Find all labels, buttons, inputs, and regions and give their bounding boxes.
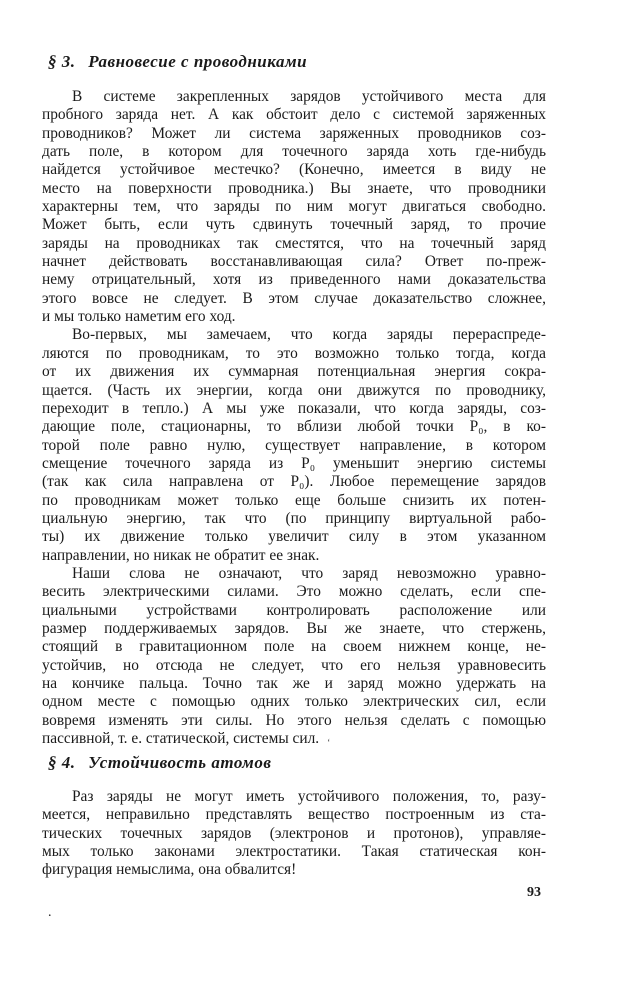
text-line: Раз заряды не могут иметь устойчивого положения, то, разу- [72, 788, 546, 805]
text-line: переходит в тепло.) А мы уже показали, что когда заряды, соз- [42, 399, 546, 417]
text-line: стоящий в гравитационном поле на своем нижнем конце, не- [42, 638, 546, 656]
text-line: пассивной, т. е. статической, системы сил. [42, 730, 320, 748]
text-line: (так как сила направлена от P₀). Любое перемещение зарядов [42, 473, 546, 491]
text-line: дать поле, в котором для точечного заряда хоть где-нибудь [42, 143, 546, 161]
section-3-title: Равновесие с проводниками [88, 52, 308, 71]
text-line: место на поверхности проводника.) Вы знаете, что проводники [42, 179, 546, 197]
text-line: циальными устройствами контролировать расположение или [42, 601, 546, 619]
text-line: по проводникам может только еще больше снизить их потен- [42, 491, 546, 509]
text-line: проводников? Может ли система заряженных проводников соз- [42, 124, 546, 142]
page-number: 93 [527, 885, 541, 900]
text-line: пробного заряда нет. А как обстоит дело с системой заряженных [42, 106, 546, 124]
text-line: от их движения их суммарная потенциальная энергия сокра- [42, 363, 546, 381]
text-line: дающие поле, стационарны, то вблизи любой точки P₀, в ко- [42, 418, 546, 436]
text-line: щается. (Часть их энергии, когда они движутся по проводнику, [42, 381, 546, 399]
text-line: этого вовсе не следует. В этом случае доказательство сложнее, [42, 289, 546, 307]
text-line: на кончике пальца. Точно так же и заряд можно удержать на [42, 675, 546, 692]
print-mark: ‘ [327, 738, 331, 749]
text-line: характерны тем, что заряды по ним могут двигаться свободно. [42, 198, 546, 216]
section-4-number: § 4. [48, 753, 76, 772]
print-dot: . [48, 905, 52, 920]
text-line: ты) их движение только увеличит силу в этом указанном [42, 528, 546, 546]
text-line: тических точечных зарядов (электронов и протонов), управляе- [42, 824, 546, 842]
text-line: циальную энергию, так что (по принципу виртуальной рабо- [42, 509, 546, 527]
text-line: направлении, но никак не обратит ее знак. [42, 546, 320, 564]
text-line: заряды на проводниках так сместятся, что на точечный заряд [42, 234, 546, 252]
text-line: одном месте с помощью одних только электрических сил, если [42, 693, 546, 711]
section-3-body [42, 88, 546, 748]
section-3-heading [48, 52, 307, 72]
text-line: мых только законами электростатики. Такая статическая кон- [42, 843, 546, 861]
text-line: торой поле равно нулю, существует направление, в котором [42, 436, 546, 454]
section-4-title: Устойчивость атомов [88, 753, 272, 772]
text-line: Может быть, если чуть сдвинуть точечный заряд, то прочие [42, 216, 546, 234]
text-line: начнет действовать восстанавливающая сила? Ответ по-преж- [42, 253, 546, 271]
text-line: Наши слова не означают, что заряд невозможно уравно- [72, 564, 546, 582]
text-line: устойчив, но отсюда не следует, что его нельзя уравновесить [42, 656, 546, 674]
text-line: меется, неправильно представлять вещество построенным из ста- [42, 806, 546, 824]
text-line: и мы только наметим его ход. [42, 308, 236, 326]
text-line: фигурация немыслима, она обвалится! [42, 861, 297, 879]
text-line: смещение точечного заряда из P₀ уменьшит энергию системы [42, 454, 546, 472]
text-line: В системе закрепленных зарядов устойчивого места для [72, 88, 546, 105]
text-line: размер поддерживаемых зарядов. Вы же знаете, что стержень, [42, 619, 546, 637]
text-line: Во-первых, мы замечаем, что когда заряды перераспреде- [72, 326, 546, 344]
text-line: нему отрицательный, хотя из приведенного нами доказательства [42, 271, 546, 289]
text-line: ляются по проводникам, то это возможно только тогда, когда [42, 344, 546, 362]
text-line: вовремя изменять эти силы. Но этого нельзя сделать с помощью [42, 711, 546, 729]
section-4-body [42, 788, 546, 880]
text-line: весить электрическими силами. Это можно сделать, если спе- [42, 583, 546, 601]
section-3-number: § 3. [48, 52, 76, 71]
section-4-heading [48, 753, 271, 773]
text-line: найдется устойчивое местечко? (Конечно, имеется в виду не [42, 161, 546, 179]
